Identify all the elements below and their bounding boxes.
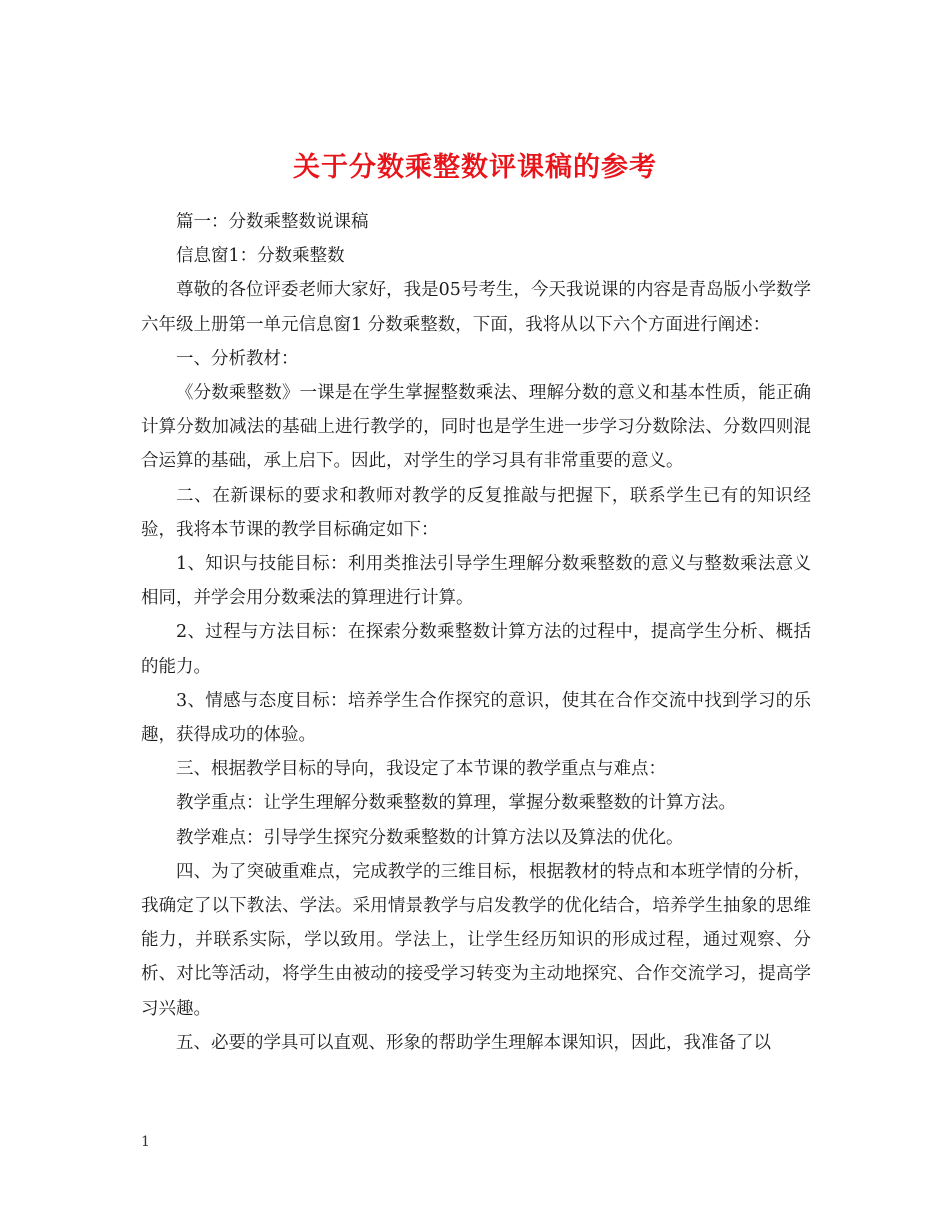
paragraph-key-point: 教学重点：让学生理解分数乘整数的算理，掌握分数乘整数的计算方法。 xyxy=(176,793,736,814)
paragraph-info-window: 信息窗1：分数乘整数 xyxy=(176,246,345,267)
paragraph-analysis: 《分数乘整数》一课是在学生掌握整数乘法、理解分数的意义和基本性质，能正确计算分数加减法的基础上进行教学的，同时也是学生进一步学习分数除法、分数四则混合运算的基础，承上启下。因此，对学生的学习具有非常重要的意义。 xyxy=(141,383,811,472)
paragraph-introduction: 尊敬的各位评委老师大家好，我是05号考生，今天我说课的内容是青岛版小学数学六年级上册第一单元信息窗1 分数乘整数，下面，我将从以下六个方面进行阐述： xyxy=(141,280,811,335)
document-body xyxy=(141,205,811,1060)
paragraph-learning-tools: 五、必要的学具可以直观、形象的帮助学生理解本课知识，因此，我准备了以 xyxy=(176,1032,771,1053)
paragraph-section-heading: 篇一：分数乘整数说课稿 xyxy=(176,212,369,232)
document-title: 关于分数乘整数评课稿的参考 xyxy=(293,152,657,184)
paragraph-key-points-intro: 三、根据教学目标的导向，我设定了本节课的教学重点与难点： xyxy=(176,759,666,780)
paragraph-analysis-heading: 一、分析教材： xyxy=(176,348,299,369)
paragraph-methods: 四、为了突破重难点，完成教学的三维目标，根据教材的特点和本班学情的分析，我确定了以下教法、学法。采用情景教学与启发教学的优化结合，培养学生抽象的思维能力，并联系实际，学以致用。学法上，让学生经历知识的形成过程，通过观察、分析、对比等活动，将学生由被动的接受学习转变为主动地探究、合作交流学习，提高学习兴趣。 xyxy=(141,861,811,1019)
paragraph-difficulty: 教学难点：引导学生探究分数乘整数的计算方法以及算法的优化。 xyxy=(176,827,684,848)
page-number: 1 xyxy=(141,1134,150,1150)
paragraph-goal-knowledge: 1、知识与技能目标：利用类推法引导学生理解分数乘整数的意义与整数乘法意义相同，并学会用分数乘法的算理进行计算。 xyxy=(141,554,811,609)
paragraph-goal-emotion: 3、情感与态度目标：培养学生合作探究的意识，使其在合作交流中找到学习的乐趣，获得成功的体验。 xyxy=(141,690,811,746)
paragraph-goal-process: 2、过程与方法目标：在探索分数乘整数计算方法的过程中，提高学生分析、概括的能力。 xyxy=(141,622,811,677)
paragraph-goals-intro: 二、在新课标的要求和教师对教学的反复推敲与把握下，联系学生已有的知识经验，我将本节课的教学目标确定如下： xyxy=(141,485,811,540)
